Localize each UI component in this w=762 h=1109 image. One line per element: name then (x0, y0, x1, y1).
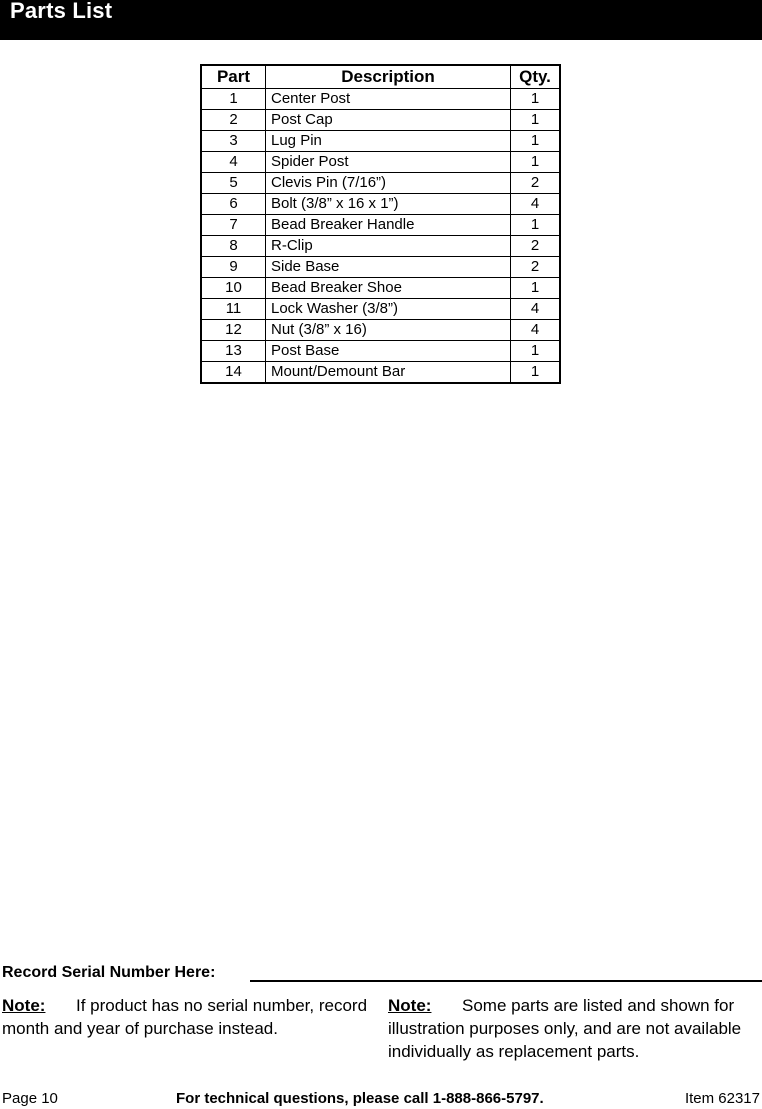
parts-table (200, 64, 561, 384)
part-qty: 2 (511, 257, 561, 278)
part-number: 5 (201, 173, 266, 194)
table-row (201, 257, 560, 278)
part-number: 2 (201, 110, 266, 131)
part-number: 9 (201, 257, 266, 278)
table-row (201, 236, 560, 257)
page-title: Parts List (10, 0, 113, 23)
technical-contact: For technical questions, please call 1-888-866-5797. (176, 1090, 544, 1107)
table-header-row (201, 65, 560, 89)
part-qty: 2 (511, 173, 561, 194)
table-row (201, 194, 560, 215)
note-illustration-parts (388, 994, 758, 1063)
part-description: Clevis Pin (7/16”) (266, 173, 511, 194)
column-header-part: Part (201, 65, 266, 89)
table-row (201, 299, 560, 320)
part-number: 4 (201, 152, 266, 173)
note-serial-number (2, 994, 372, 1040)
column-header-qty: Qty. (511, 65, 561, 89)
table-row (201, 320, 560, 341)
page-number: Page 10 (2, 1090, 58, 1107)
part-number: 1 (201, 89, 266, 110)
part-description: Nut (3/8” x 16) (266, 320, 511, 341)
table-row (201, 131, 560, 152)
part-qty: 1 (511, 89, 561, 110)
note-text: If product has no serial number, record month and year of purchase instead. (2, 996, 368, 1038)
table-row (201, 362, 560, 384)
header-bar (0, 0, 762, 40)
note-text: Some parts are listed and shown for illustration purposes only, and are not available individually as replacement parts. (388, 996, 742, 1061)
table-row (201, 173, 560, 194)
table-row (201, 215, 560, 236)
part-description: Spider Post (266, 152, 511, 173)
part-number: 7 (201, 215, 266, 236)
part-qty: 2 (511, 236, 561, 257)
part-qty: 1 (511, 341, 561, 362)
part-description: Side Base (266, 257, 511, 278)
part-number: 13 (201, 341, 266, 362)
part-qty: 1 (511, 215, 561, 236)
part-number: 8 (201, 236, 266, 257)
part-number: 10 (201, 278, 266, 299)
part-description: Bolt (3/8” x 16 x 1”) (266, 194, 511, 215)
part-number: 14 (201, 362, 266, 384)
part-number: 12 (201, 320, 266, 341)
part-number: 6 (201, 194, 266, 215)
part-description: Post Base (266, 341, 511, 362)
table-row (201, 341, 560, 362)
part-number: 3 (201, 131, 266, 152)
part-qty: 1 (511, 278, 561, 299)
part-description: R-Clip (266, 236, 511, 257)
note-label: Note: (2, 996, 46, 1015)
item-number: Item 62317 (684, 1090, 760, 1107)
part-qty: 4 (511, 320, 561, 341)
part-qty: 1 (511, 362, 561, 384)
serial-number-label: Record Serial Number Here: (2, 964, 216, 981)
part-description: Bead Breaker Shoe (266, 278, 511, 299)
column-header-description: Description (266, 65, 511, 89)
table-row (201, 89, 560, 110)
part-description: Post Cap (266, 110, 511, 131)
part-qty: 1 (511, 131, 561, 152)
part-description: Mount/Demount Bar (266, 362, 511, 384)
serial-number-line (250, 980, 762, 982)
part-qty: 4 (511, 299, 561, 320)
part-qty: 4 (511, 194, 561, 215)
note-label: Note: (388, 996, 432, 1015)
part-description: Lug Pin (266, 131, 511, 152)
part-number: 11 (201, 299, 266, 320)
table-row (201, 152, 560, 173)
part-description: Lock Washer (3/8”) (266, 299, 511, 320)
part-description: Center Post (266, 89, 511, 110)
part-description: Bead Breaker Handle (266, 215, 511, 236)
serial-number-record (0, 962, 762, 984)
table-row (201, 278, 560, 299)
part-qty: 1 (511, 110, 561, 131)
table-row (201, 110, 560, 131)
part-qty: 1 (511, 152, 561, 173)
